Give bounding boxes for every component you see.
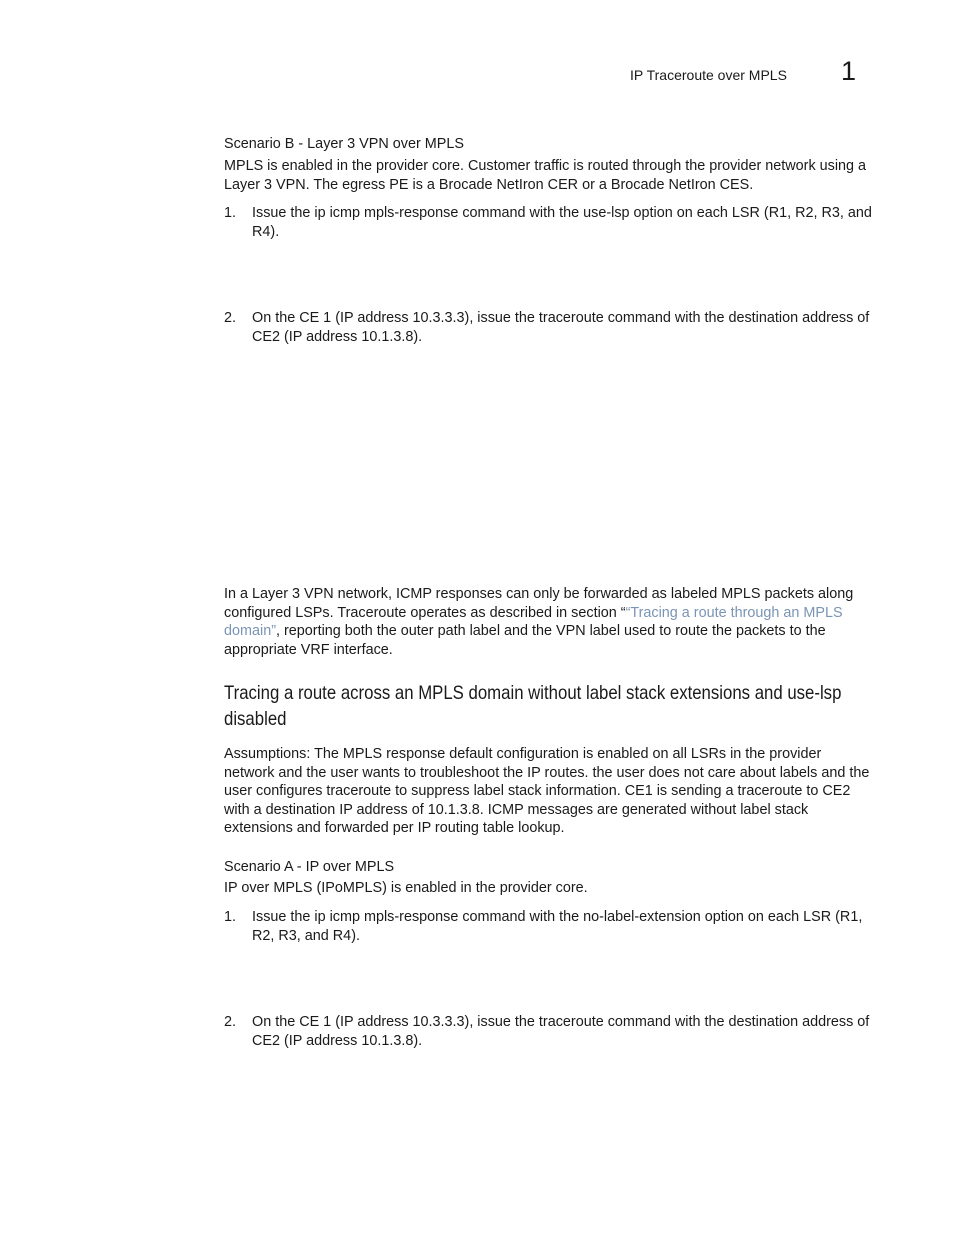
step-text: Issue the ip icmp mpls-response command with the no-label-extension option on each LSR (R1, R2, R3, and R4). [252, 909, 863, 944]
step-number: 2. [224, 1014, 237, 1030]
section-cross-reference-link[interactable]: “Tracing a route through an MPLS domain” [224, 604, 843, 640]
vpn-note-text-before: In a Layer 3 VPN network, ICMP responses can only be forwarded as labeled MPLS packets along configured LSPs. Traceroute operates as described in section “ [224, 586, 854, 621]
scenario-b-step-2 [224, 309, 874, 346]
vpn-note-paragraph [224, 585, 874, 659]
step-number: 1. [224, 205, 237, 221]
scenario-a-title: Scenario A - IP over MPLS [224, 859, 395, 875]
scenario-b-intro: MPLS is enabled in the provider core. Customer traffic is routed through the provider network using a Layer 3 VPN. The egress PE is a Brocade NetIron CER or a Brocade NetIron CES. [224, 158, 867, 193]
scenario-a-intro: IP over MPLS (IPoMPLS) is enabled in the provider core. [224, 880, 588, 896]
vpn-note-text-after: , reporting both the outer path label and the VPN label used to route the packets to the appropriate VRF interface. [224, 623, 826, 658]
section-heading: Tracing a route across an MPLS domain without label stack extensions and use-lsp disabled [224, 682, 842, 730]
step-text: On the CE 1 (IP address 10.3.3.3), issue the traceroute command with the destination address of CE2 (IP address 10.1.3.8). [252, 1014, 870, 1049]
scenario-b-title: Scenario B - Layer 3 VPN over MPLS [224, 136, 464, 152]
scenario-a-step-2 [224, 1013, 874, 1050]
step-text: Issue the ip icmp mpls-response command with the use-lsp option on each LSR (R1, R2, R3, and R4). [252, 205, 872, 240]
scenario-a-step-1 [224, 908, 874, 945]
assumptions-paragraph: Assumptions: The MPLS response default configuration is enabled on all LSRs in the provider network and the user wants to troubleshoot the IP routes. the user does not care about labels and the user configures traceroute to suppress label stack information. CE1 is sending a traceroute to CE2 with a destination IP address of 10.1.3.8. ICMP messages are generated without label stack extensions and forwarded per IP routing table lookup. [224, 746, 870, 837]
step-text: On the CE 1 (IP address 10.3.3.3), issue the traceroute command with the destination address of CE2 (IP address 10.1.3.8). [252, 310, 870, 345]
running-header-title: IP Traceroute over MPLS [630, 67, 787, 83]
step-number: 2. [224, 310, 237, 326]
scenario-b-step-1 [224, 204, 874, 241]
step-number: 1. [224, 909, 237, 925]
chapter-number: 1 [841, 56, 857, 86]
